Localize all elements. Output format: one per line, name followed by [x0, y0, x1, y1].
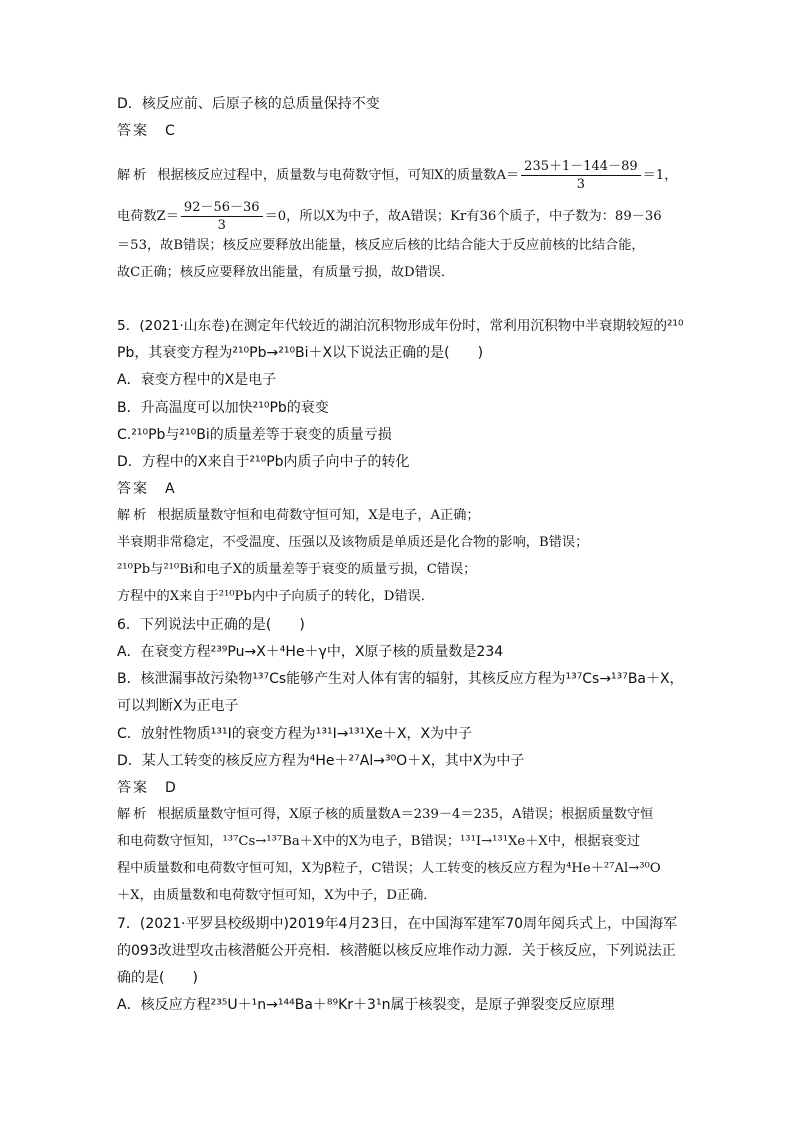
q7-stem-line-3: 确的是( ): [117, 970, 198, 986]
mass-number-fraction: $\frac{235+1-144-89}{3}$: [521, 158, 640, 193]
q6-analysis-line-2: 和电荷数守恒知，¹³⁷Cs→¹³⁷Ba＋X中的X为电子，B错误；¹³¹I→¹³¹Xe＋X中，根据衰变过: [117, 834, 641, 849]
q6-stem: 6．下列说法中正确的是( ): [117, 617, 305, 633]
analysis-label: 解析: [117, 508, 150, 523]
q5-analysis-line-1: 解析 根据质量数守恒和电荷数守恒可知，X是电子，A正确；: [117, 508, 480, 523]
q6-option-a: A．在衰变方程²³⁹Pu→X＋⁴He＋γ中，X原子核的质量数是234: [117, 644, 504, 660]
q6-answer: 答案 D: [117, 780, 178, 796]
q5-analysis-line-3: ²¹⁰Pb与²¹⁰Bi和电子X的质量差等于衰变的质量亏损，C错误；: [117, 562, 477, 577]
q5-option-a: A．衰变方程中的X是电子: [117, 372, 277, 388]
q6-option-d: D．某人工转变的核反应方程为⁴He＋²⁷Al→³⁰O＋X，其中X为中子: [117, 753, 525, 769]
q6-option-c: C．放射性物质¹³¹I的衰变方程为¹³¹I→¹³¹Xe＋X，X为中子: [117, 726, 473, 742]
q4-analysis-line-3: ＝53，故B错误；核反应要释放出能量，核反应后核的比结合能大于反应前核的比结合能，: [117, 238, 645, 253]
q6-option-b-line-2: 可以判断X为正电子: [117, 698, 239, 714]
q5-stem-line-1: 5．(2021·山东卷)在测定年代较近的湖泊沉积物形成年份时，常利用沉积物中半衰期较短的²¹⁰: [117, 318, 684, 334]
charge-number-fraction: $\frac{92-56-36}{3}$: [181, 199, 263, 234]
q7-option-a: A．核反应方程²³⁵U＋¹n→¹⁴⁴Ba＋⁸⁹Kr＋3¹n属于核裂变，是原子弹裂变反应原理: [117, 997, 615, 1013]
analysis-label: 解析: [117, 807, 150, 822]
q5-analysis-line-4: 方程中的X来自于²¹⁰Pb内中子向质子的转化，D错误．: [117, 589, 434, 604]
q5-option-c: C.²¹⁰Pb与²¹⁰Bi的质量差等于衰变的质量亏损: [117, 427, 392, 443]
q6-analysis-line-1: 解析 根据质量数守恒可得，X原子核的质量数A＝239－4＝235，A错误；根据质量数守恒: [117, 807, 654, 822]
q4-option-d: D．核反应前、后原子核的总质量保持不变: [117, 96, 380, 112]
q6-analysis-line-3: 程中质量数和电荷数守恒可知，X为β粒子，C错误；人工转变的核反应方程为⁴He＋²⁷Al→³⁰O: [117, 861, 661, 876]
q4-analysis-line-1: 解析 根据核反应过程中，质量数与电荷数守恒，可知X的质量数A＝ $\frac{235+1-144-89}{3}$ ＝1，: [117, 159, 678, 192]
q5-analysis-line-2: 半衰期非常稳定，不受温度、压强以及该物质是单质还是化合物的影响，B错误；: [117, 535, 589, 550]
q6-analysis-line-4: ＋X，由质量数和电荷数守恒可知，X为中子，D正确．: [117, 888, 437, 903]
q5-answer: 答案 A: [117, 481, 177, 497]
q6-option-b-line-1: B．核泄漏事故污染物¹³⁷Cs能够产生对人体有害的辐射，其核反应方程为¹³⁷Cs→¹³⁷Ba＋X，: [117, 671, 684, 687]
q4-answer: 答案 C: [117, 123, 177, 139]
q5-option-d: D．方程中的X来自于²¹⁰Pb内质子向中子的转化: [117, 454, 410, 470]
q7-stem-line-2: 的093改进型攻击核潜艇公开亮相．核潜艇以核反应堆作动力源．关于核反应，下列说法正: [117, 943, 676, 959]
q5-stem-line-2: Pb，其衰变方程为²¹⁰Pb→²¹⁰Bi＋X以下说法正确的是( ): [117, 345, 484, 361]
q5-option-b: B．升高温度可以加快²¹⁰Pb的衰变: [117, 400, 329, 416]
q4-analysis-line-2: 电荷数Z＝ $\frac{92-56-36}{3}$ ＝0，所以X为中子，故A错误；Kr有36个质子，中子数为：89－36: [117, 200, 662, 233]
q4-analysis-line-4: 故C正确；核反应要释放出能量，有质量亏损，故D错误．: [117, 265, 455, 280]
q7-stem-line-1: 7．(2021·平罗县校级期中)2019年4月23日，在中国海军建军70周年阅兵式上，中国海军: [117, 916, 678, 932]
analysis-label: 解析: [117, 168, 150, 183]
